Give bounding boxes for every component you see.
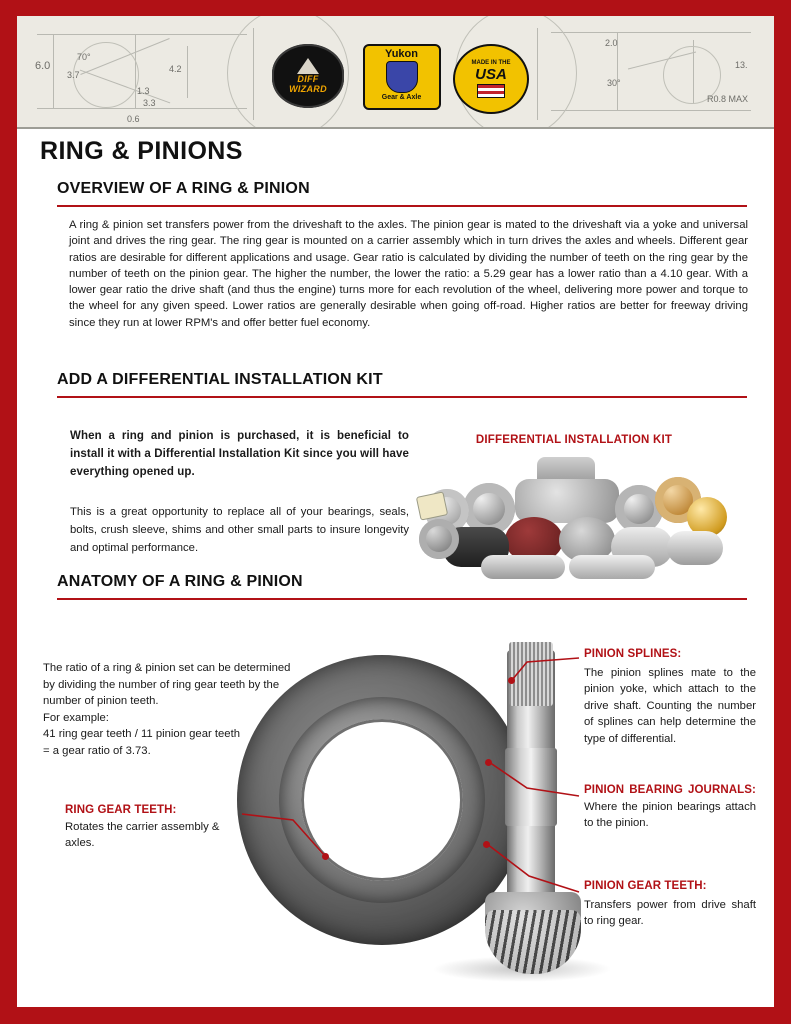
yukon-tagline: Gear & Axle [381,94,422,101]
divider [57,598,747,600]
blueprint-label: 0.6 [127,114,140,124]
anatomy-intro-line: by dividing the number of ring gear teeth by the [43,678,280,691]
diff-wizard-logo [272,44,346,110]
anatomy-intro-line: 41 ring gear teeth / 11 pinion gear teeth [43,728,241,740]
anatomy-intro-line: number of pinion teeth. [43,695,159,707]
diff-wizard-line1: DIFF [297,74,319,84]
callout-title: PINION BEARING JOURNALS: [584,784,756,796]
callout-text: Where the pinion bearings attach to the pinion. [584,800,756,829]
section-overview [57,180,747,331]
usa-wordmark: USA [475,66,507,83]
yukon-gear-axle-logo [363,44,437,110]
page-title: RING & PINIONS [40,137,243,165]
install-kit-image-caption: DIFFERENTIAL INSTALLATION KIT [475,434,673,446]
blueprint-label: R0.8 MAX [707,94,749,104]
blueprint-background: 6.0 70° 3.7 4.2 1.3 3.3 0.6 2.0 13. 30° R0.8 MAX [17,16,774,127]
anatomy-intro-line: = a gear ratio of 3.73. [43,744,151,757]
brand-logos [272,42,527,112]
install-kit-paragraph-2: This is a great opportunity to replace all of your bearings, seals, bolts, crush sleeve, shims and other small parts to insure longevity and optimal performance. [70,506,409,554]
divider [57,396,747,398]
install-kit-photo [419,455,729,582]
callout-title: PINION SPLINES: [584,648,682,660]
header-banner [17,16,774,129]
blueprint-label: 13. [735,60,748,70]
section-heading-overview: OVERVIEW OF A RING & PINION [57,180,310,197]
anatomy-intro-line: The ratio of a ring & pinion set can be determined [43,662,291,674]
leader-dot [485,759,492,766]
blueprint-label: 70° [77,52,91,62]
blueprint-label: 1.3 [137,86,150,96]
callout-pinion-bearing-journals [584,782,756,832]
install-kit-paragraph-1: When a ring and pinion is purchased, it is beneficial to install it with a Differential Installation Kit since you will have everything opened up. [70,430,409,478]
leader-dot [322,853,329,860]
blueprint-label: 2.0 [605,38,618,48]
section-anatomy [43,573,756,1030]
blueprint-label: 3.3 [143,98,156,108]
anatomy-intro-line: For example: [43,711,109,724]
blueprint-label: 6.0 [35,60,51,72]
usa-made-tagline: MADE IN THE [471,60,511,66]
callout-text: Rotates the carrier assembly & axles. [65,820,220,849]
divider [57,205,747,207]
callout-text: The pinion splines mate to the pinion yoke, which attach to the drive shaft. Counting the number of splines can help determine the type of differential. [584,666,756,745]
callout-pinion-gear-teeth [584,878,756,930]
overview-body: A ring & pinion set transfers power from the driveshaft to the axles. The pinion gear is mated to the driveshaft via a yoke and universal joint and drives the ring gear. The ring gear is mounted on a carrier assembly which in turn drives the axles and wheels. Different gear ratios are desirable for different applications and usage. Gear ratio is calculated by dividing the number of teeth on the ring gear by the number of teeth on the pinion gear. The higher the number, the lower the ratio: a 5.29 gear has a lower ratio than a 4.10 gear. With a lower gear ratio the drive shaft (and thus the engine) turns more for each revolution of the wheel, delivering more power and torque to the wheel for any given speed. Lower ratios are generally desirable when going off-road. Higher ratios are better for freeway driving since they run at lower RPM's and offer better fuel economy. [69,219,748,329]
top-red-border [0,0,791,16]
left-red-border [0,0,17,1024]
blueprint-label: 4.2 [169,64,182,74]
right-red-border [774,0,791,1024]
callout-ring-gear-teeth [65,802,240,852]
diff-wizard-line2: WIZARD [289,84,327,94]
section-install-kit [57,371,747,582]
callout-pinion-splines [584,646,756,747]
section-heading-install-kit: ADD A DIFFERENTIAL INSTALLATION KIT [57,371,383,388]
callout-title: RING GEAR TEETH: [65,804,177,816]
callout-title: PINION GEAR TEETH: [584,880,707,892]
shield-icon [386,61,418,93]
leader-dot [483,841,490,848]
wizard-hat-icon [297,58,319,74]
callout-text: Transfers power from drive shaft to ring gear. [584,898,756,927]
anatomy-diagram [43,610,756,1030]
usa-made-logo [453,44,527,110]
leader-dot [508,677,515,684]
blueprint-label: 30° [607,78,621,88]
anatomy-intro-text [43,660,303,759]
section-heading-anatomy: ANATOMY OF A RING & PINION [57,573,303,590]
flag-icon [477,84,505,98]
yukon-wordmark: Yukon [384,48,418,60]
